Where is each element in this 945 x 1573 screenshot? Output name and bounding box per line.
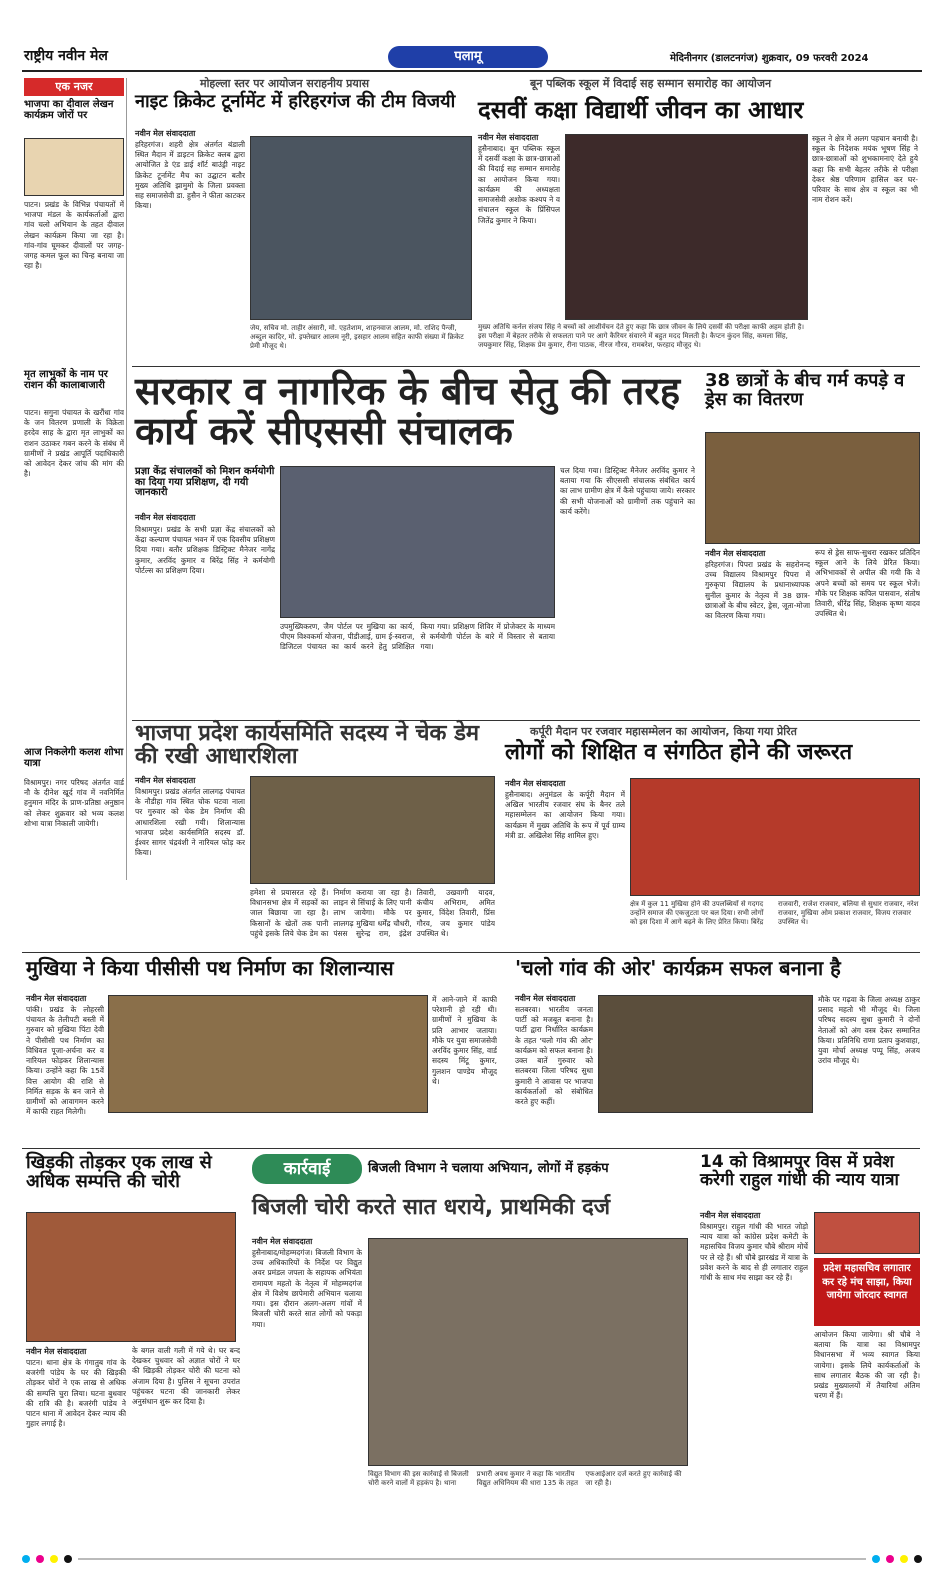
story-headline: दसवीं कक्षा विद्यार्थी जीवन का आधार [478, 96, 804, 124]
byline: नवीन मेल संवाददाता [505, 779, 566, 788]
byline: नवीन मेल संवाददाता [26, 1347, 87, 1356]
magenta-swatch [886, 1555, 894, 1563]
story-headline: नाइट क्रिकेट टूर्नामेंट में हरिहरगंज की टीम विजयी [135, 91, 456, 112]
divider [22, 952, 920, 953]
section-label: पलामू [388, 46, 548, 68]
black-swatch [914, 1555, 922, 1563]
story-photo [630, 778, 920, 896]
story-subhead: प्रज्ञा केंद्र संचालकों को मिशन कर्मयोगी का दिया गया प्रशिक्षण, दी गयी जानकारी [135, 466, 275, 498]
category-badge: कार्रवाई [252, 1154, 362, 1184]
photo-caption: विद्युत विभाग की इस कार्रवाई से बिजली चोरी करने वालों में हड़कंप है। थाना प्रभारी अवध कुमार ने कहा कि भारतीय विद्युत अधिनियम की धारा 135 के तहत एफआईआर दर्ज करते हुए कार्रवाई की जा रही है। [368, 1470, 682, 1488]
story-headline: लोगों को शिक्षित व संगठित होने की जरूरत [505, 740, 853, 765]
story-photo [108, 995, 428, 1113]
story-headline: 14 को विश्रामपुर विस में प्रवेश करेगी राहुल गांधी की न्याय यात्रा [700, 1152, 899, 1190]
story-text: में आने-जाने में काफी परेशानी हो रही थी। ग्रामीणों ने मुखिया के प्रति आभार जताया। मौके पर युवा समाजसेवी अरविंद कुमार सिंह, वार्ड सदस्य मिंटू कुमार, गुलशन पाण्डेय मौजूद थे। [432, 995, 497, 1086]
dateline: मेदिनीनगर (डालटनगंज) शुक्रवार, 09 फरवरी 2024 [670, 53, 869, 64]
story-text: स्कूल ने क्षेत्र में अलग पहचान बनायी है। स्कूल के निदेशक मयंक भूषण सिंह ने छात्र-छात्राओं को शुभकामनाएं देते हुये कहा कि सभी बेहतर तरीके से परीक्षा देकर श्रेष्ठ परिणाम हासिल कर घर-परिवार के साथ क्षेत्र व स्कूल का भी नाम रोशन करें। [812, 134, 918, 205]
byline: नवीन मेल संवाददाता [515, 994, 576, 1003]
cyan-swatch [22, 1555, 30, 1563]
brief-text: पाटन। सगुना पंचायत के खरौंधा गांव के जन वितरण प्रणाली के विक्रेता हरदेव साह के द्वारा मृत लाभुकों का राशन उठाकर गबन करने के संबंध में ग्रामीणों ने प्रखंड आपूर्ति पदाधिकारी को आवेदन देकर जांच की मांग की है। [24, 408, 124, 479]
story-text: विश्रामपुर। राहुल गांधी की भारत जोड़ो न्याय यात्रा को कांग्रेस प्रदेश कमेटी के महासचिव विजय कुमार चौबे श्रीराम मोर्चे पर ले रहे हैं। श्री चौबे झारखंड में यात्रा के प्रवेश करने के बाद से ही लगातार राहुल गांधी के साथ मंच साझा कर रहे हैं। [700, 1222, 808, 1283]
story-text: के बगल वाली गली में गये थे। घर बन्द देखकर चुधवार को अज्ञात चोरों ने घर की खिड़की तोड़कर चोरी की घटना को अंजाम दिया है। पुलिस ने सूचना उपरांत पहुंचकर घटना की जानकारी लेकर अनुसंधान शुरू कर दिया है। [132, 1346, 240, 1407]
story-text: पाटन। थाना क्षेत्र के गंगातुब गांव के बजरंगी पांडेय के घर की खिड़की तोड़कर चोरों ने एक लाख से अधिक की सम्पत्ति चुरा लिया। घटना बुधवार की रात्रि की है। बजरंगी पांडेय ने पाटन थाना में आवेदन देकर न्याय की गुहार लगाई है। [26, 1358, 126, 1429]
byline: नवीन मेल संवाददाता [135, 129, 196, 138]
story-text: मौके पर गढ़वा के जिला अध्यक्ष ठाकुर प्रसाद महतो भी मौजूद थे। जिला परिषद सदस्य सुधा कुमारी ने दोनों नेताओं को अंग वस्त्र देकर सम्मानित किया। प्रतिनिधि राणा प्रताप कुशवाहा, युवा मोर्चा अध्यक्ष पप्पू सिंह, अजय उरांव मौजूद थे। [818, 995, 920, 1066]
story-photo [26, 1212, 236, 1342]
paper-name: राष्ट्रीय नवीन मेल [24, 48, 108, 64]
divider [22, 1148, 920, 1149]
story-headline: 38 छात्रों के बीच गर्म कपड़े व ड्रेस का वितरण [705, 370, 905, 410]
story-photo [814, 1212, 920, 1254]
byline: नवीन मेल संवाददाता [705, 549, 766, 558]
story-headline: भाजपा प्रदेश कार्यसमिति सदस्य ने चेक डेम की रखी आधारशिला [135, 721, 479, 770]
story-text: हरिहरगंज। शहरी क्षेत्र अंतर्गत बंडाली स्थित मैदान में डाइटन क्रिकेट क्लब द्वारा आयोजित डे एंड डाई शॉर्ट बाउंड्री नाइट क्रिकेट टूर्नामेंट मैच का उद्घाटन बतौर मुख्य अतिथि झामुमो के जिला प्रवक्ता सह समाजसेवी डा. हुसैन ने फीता काटकर किया। [135, 140, 245, 211]
story-photo [368, 1238, 688, 1466]
yellow-swatch [50, 1555, 58, 1563]
cyan-swatch [872, 1555, 880, 1563]
story-text: हरिहरगंज। पिपरा प्रखंड के सहरोनन्द उच्च विद्यालय विश्रामपुर पिपरा में गुरुकृपा विद्यालय के प्रधानाध्यापक सुनील कुमार के नेतृत्व में 38 छात्र-छात्राओं के बीच स्वेटर, ड्रेस, जूता-मोजा का वितरण किया गया। [705, 560, 810, 621]
story-headline: खिड़की तोड़कर एक लाख से अधिक सम्पत्ति की चोरी [26, 1152, 212, 1192]
brief-title: भाजपा का दीवाल लेखन कार्यक्रम जोरों पर [24, 99, 114, 121]
story-photo [705, 432, 920, 544]
bar-line [78, 1558, 866, 1560]
story-text: विश्रामपुर। प्रखंड के सभी प्रज्ञा केंद्र संचालकों को केंद्रा कल्याण पंचायत भवन में एक दिवसीय प्रशिक्षण दिया गया। बतौर प्रशिक्षक डिस्ट्रिक्ट मैनेजर नागेंद्र कुमार, अरविंद कुमार व बिरेंद्र सिंह ने कर्मयोगी पोर्टल्स का प्रशिक्षण दिया। [135, 525, 275, 575]
yellow-swatch [900, 1555, 908, 1563]
byline: नवीन मेल संवाददाता [135, 776, 196, 785]
story-photo [565, 134, 808, 320]
photo-caption: जेय, सचिव मो. ताहीर अंसारी, मो. एहतेशाम, शाहनवाज आलम, मो. राशिद पैन्जी, अब्दुल कादिर, मो. इफ्तेखार आलम नूरी, इसहार आलम सहित काफी संख्या में क्रिकेट प्रेमी मौजूद थे। [250, 324, 464, 351]
brief-title: आज निकलेगी कलश शोभा यात्रा [24, 747, 124, 769]
byline: नवीन मेल संवाददाता [700, 1211, 761, 1220]
story-text: रूप से ड्रेस साफ-सुथरा रखकर प्रतिदिन स्कूल आने के लिये प्रेरित किया। अभिभावकों से अपील की गयी कि वे अपने बच्चों को समय पर स्कूल भेजें। मौके पर शिक्षक कपिल पासवान, संतोष तिवारी, धीरेंद्र सिंह, शिक्षक कृष्ण यादव उपस्थित थे। [815, 548, 920, 619]
story-photo [250, 136, 472, 320]
sidebar-tag: एक नजर [24, 78, 124, 96]
story-text: हुसैनाबाद। बून पब्लिक स्कूल में दसवीं कक्षा के छात्र-छात्राओं की विदाई सह सम्मान समारोह का आयोजन किया गया। कार्यक्रम की अध्यक्षता समाजसेवी अशोक कश्यप ने व संचालन स्कूल के प्रिंसिपल जितेंद्र कुमार ने किया। [478, 144, 560, 225]
story-headline: बिजली चोरी करते सात धराये, प्राथमिकी दर्ज [252, 1195, 611, 1220]
byline: नवीन मेल संवाददाता [26, 994, 87, 1003]
brief-text: पाटन। प्रखंड के विभिन्न पंचायतों में भाजपा मंडल के कार्यकर्ताओं द्वारा गांव चलो अभियान के तहत दीवाल लेखन कार्यक्रम किया जा रहा है। गांव-गांव घूमकर दीवालों पर जगह-जगह कमल फूल का चिन्ह बनाया जा रहा है। [24, 200, 124, 271]
brief-photo [24, 138, 124, 196]
byline: नवीन मेल संवाददाता [135, 513, 196, 522]
magenta-swatch [36, 1555, 44, 1563]
story-text: उपमुख्यिकरण, जैम पोर्टल पर मुखिया का कार्य, पीएम विश्वकर्मा योजना, पीडीआई, ग्राम ई-स्वराज, डिजिटल पंचायत का कार्य करने हेतु प्रशिक्षित किया गया। प्रशिक्षण शिविर में प्रोजेक्टर के माध्यम से कर्मयोगी पोर्टल के बारे में विस्तार से बताया गया। [280, 622, 555, 652]
story-kicker: मोहल्ला स्तर पर आयोजन सराहनीय प्रयास [200, 77, 370, 90]
brief-title: मृत लाभुकों के नाम पर राशन की कालाबाजारी [24, 369, 108, 391]
story-text: हुसैनाबाद। अनुमंडल के कर्पूरी मैदान में अखिल भारतीय रजवार संघ के बैनर तले महासम्मेलन का आयोजन किया गया। कार्यक्रम में मुख्य अतिथि के रूप में पूर्व ग्राम्य मंत्री डा. अखिलेश सिंह शामिल हुए। [505, 790, 625, 840]
brief-text: विश्रामपुर। नगर परिषद अंतर्गत वार्ड नौ के दीनेश खूर्द गांव में नवनिर्मित हनुमान मंदिर के प्राण-प्रतिष्ठा अनुष्ठान को लेकर शुक्रवार को भव्य कलश शोभा यात्रा निकाली जायेगी। [24, 778, 124, 828]
story-kicker: बिजली विभाग ने चलाया अभियान, लोगों में हड़कंप [368, 1161, 609, 1176]
highlight-box: प्रदेश महासचिव लगातार कर रहे मंच साझा, किया जायेगा जोरदार स्वागत [814, 1258, 920, 1326]
story-text: चल दिया गया। डिस्ट्रिक्ट मैनेजर अरविंद कुमार ने बताया गया कि सीएससी संचालक संबंधित कार्य का लाभ ग्रामीण क्षेत्र में कैसे पहुंचाया जाये। सरकार की सभी योजनाओं को ग्रामीणों तक पहुंचाने का कार्य करेंगे। [560, 466, 695, 516]
story-headline: सरकार व नागरिक के बीच सेतु की तरह कार्य करें सीएससी संचालक [135, 369, 681, 453]
story-text: हुसैनाबाद/मोहम्मदगंज। बिजली विभाग के उच्च अधिकारियों के निर्देश पर विद्युत अवर प्रमंडल जपला के सहायक अभियंता रामायण महतो के नेतृत्व में मोहम्मदगंज क्षेत्र में विशेष छापेमारी अभियान चलाया गया। इस दौरान अलग-अलग गांवों में बिजली चोरी करते सात लोगों को पकड़ा गया। [252, 1248, 362, 1329]
black-swatch [64, 1555, 72, 1563]
story-kicker: कर्पूरी मैदान पर रजवार महासम्मेलन का आयोजन, किया गया प्रेरित [530, 725, 797, 738]
photo-caption: मुख्य अतिथि कर्नल संजय सिंह ने बच्चों को आशीर्वचन देते हुए कहा कि छात्र जीवन के लिये दसवीं की परीक्षा काफी अहम होती है। इस परीक्षा में बेहतर तरीके से सफलता पाने पर आगे कैरियर संवारने में बहुत मदद मिलती है। कैप्टन कुंदन सिंह, कमला सिंह, जयकुमार सिंह, शिक्षक प्रेम कुमार, रीना पाठक, नीरज गौरव, रामबरेश, फरहाद मौजूद थे। [478, 323, 805, 350]
byline: नवीन मेल संवाददाता [478, 133, 539, 142]
story-text: विश्रामपुर। प्रखंड अंतर्गत लालगढ़ पंचायत के नौडीहा गांव स्थित चोक घटवा नाला पर गुरुवार को चेक डेम निर्माण की आधारशिला रखी गयी। शिलान्यास भाजपा प्रदेश कार्यसमिति सदस्य डॉ. ईश्वर सागर चंद्रवंशी ने नारियल फोड़ कर किया। [135, 787, 245, 858]
photo-caption: क्षेत्र में कुल 11 मुखिया होने की उपलब्धियों से गदगद उन्होंने समाज की एकजुटता पर बल दिया। सभी लोगों को इस दिशा में आगे बढ़ने के लिए प्रेरित किया। बिरेंद्र राजवारी, राजेश राजवार, बलिया से सुधार राजवार, नरेश राजवार, मुखिया ओम प्रकाश राजवार, विजय राजवार उपस्थित थे। [630, 900, 919, 927]
story-headline: मुखिया ने किया पीसीसी पथ निर्माण का शिलान्यास [26, 956, 394, 980]
story-kicker: बून पब्लिक स्कूल में विदाई सह सम्मान समारोह का आयोजन [530, 77, 772, 90]
story-text: पांकी। प्रखंड के लोहरसी पंचायत के तेलीपटी बस्ती में गुरुवार को मुखिया पिंटा देवी ने पीसीसी पथ निर्माण का विधिवत पूजा-अर्चना कर व नारियल फोड़कर शिलान्यास किया। उन्होंने कहा कि 15वें वित्त आयोग की राशि से निर्मित सड़क के बन जाने से ग्रामीणों को आवागमन करने में काफी राहत मिलेगी। [26, 1005, 104, 1117]
divider [132, 366, 920, 367]
story-photo [250, 776, 495, 884]
byline: नवीन मेल संवाददाता [252, 1237, 313, 1246]
story-headline: 'चलो गांव की ओर' कार्यक्रम सफल बनाना है [515, 956, 841, 980]
story-text: आयोजन किया जायेगा। श्री चौबे ने बताया कि यात्रा का विश्रामपुर विधानसभा में भव्य स्वागत किया जायेगा। इसके लिये कार्यकर्ताओं के साथ लगातार बैठक की जा रही है। प्रखंड मुख्यालयों में तैयारियां अंतिम चरण में हैं। [814, 1330, 920, 1401]
story-photo [280, 466, 555, 618]
story-photo [598, 995, 813, 1113]
story-text: सतबरवा। भारतीय जनता पार्टी को मजबूत बनाना है। पार्टी द्वारा निर्धारित कार्यक्रम के तहत 'चलो गांव की ओर' कार्यक्रम को सफल बनाना है। उक्त बातें गुरुवार को सतबरवा जिला परिषद सुधा कुमारी ने आवास पर भाजपा कार्यकर्ताओं को संबोधित करते हुए कहीं। [515, 1005, 593, 1106]
story-text: हमेशा से प्रयासरत रहे हैं। विधानसभा क्षेत्र में सड़कों का जाल बिछाया जा रहा है। किसानों के खेतों तक पानी पहुंचे इसके लिये चेक डेम का निर्माण कराया जा रहा है। लाइन से सिंचाई के लिए पानी लाभ जायेगा। मौके पर लालगढ़ मुखिया धर्मेंद्र चौधरी, पंसस सुरेन्द्र राम, इंद्रेश तिवारी, उखवागी यादव, कंचीय अभिराम, अमित कुमार, विंदेश तिवारी, प्रिंस गौरव, जय कुमार पांडेय उपस्थित थे। [250, 888, 495, 938]
registration-bar [22, 1555, 922, 1565]
